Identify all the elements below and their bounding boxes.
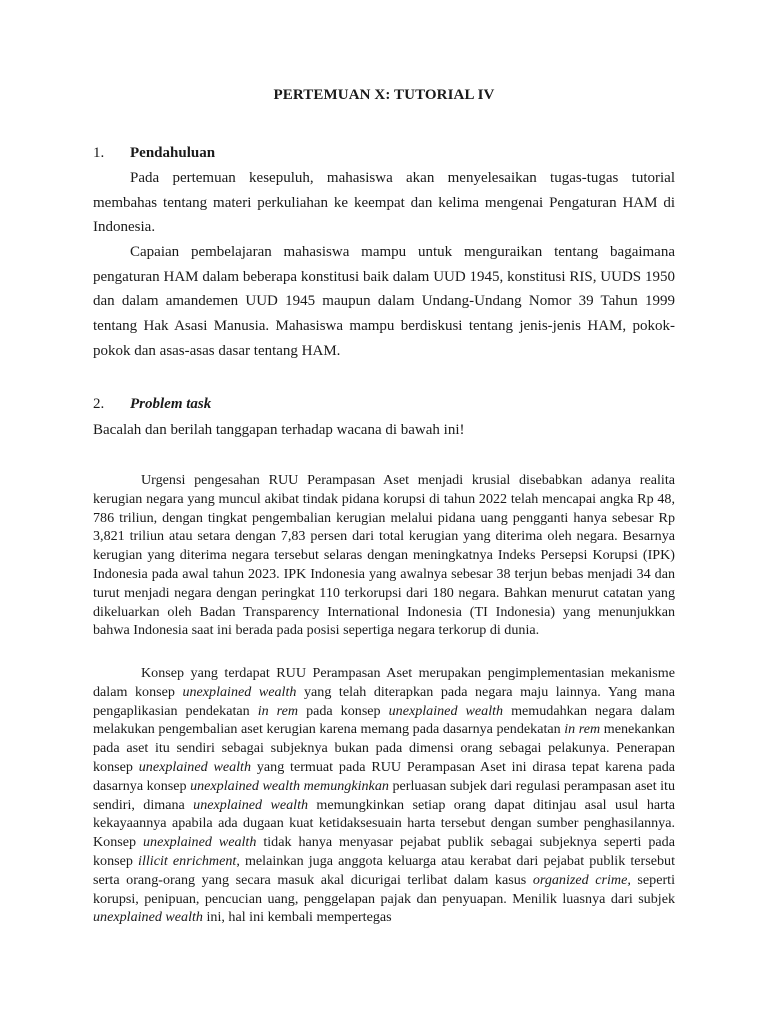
passage-paragraph-2: Konsep yang terdapat RUU Perampasan Aset merupakan pengimplementasian mekanisme dalam konsep unexplained wealth yang telah diterapkan pada negara maju lainnya. Yang mana pengaplikasian pendekatan in rem pada konsep unexplained wealth memudahkan negara dalam melakukan pengembalian aset kerugian karena memang pada dasarnya pendekatan in rem menekankan pada aset itu sendiri sebagai subjeknya bukan pada dimensi orang sebagai pelakunya. Penerapan konsep unexplained wealth yang termuat pada RUU Perampasan Aset ini dirasa tepat karena pada dasarnya konsep unexplained wealth memungkinkan perluasan subjek dari regulasi perampasan aset itu sendiri, dimana unexplained wealth memungkinkan setiap orang dapat ditinjau asal usul harta kekayaannya apabila ada dugaan kuat ketidaksesuain harta tersebut dengan sumber penghasilannya. Konsep unexplained wealth tidak hanya menyasar pejabat publik sebagai subjeknya seperti pada konsep illicit enrichment, melainkan juga anggota keluarga atau kerabat dari pejabat publik tersebut serta orang-orang yang secara masuk akal dicurigai terlibat dalam kasus organized crime, seperti korupsi, penipuan, pencucian uang, penggelapan pajak dan penyuapan. Menilik luasnya dari subjek unexplained wealth ini, hal ini kembali mempertegas (93, 665, 676, 926)
section-1-title: Pendahuluan (130, 145, 216, 161)
italic-term: illicit enrichment (138, 852, 237, 869)
italic-term: unexplained wealth (388, 702, 504, 719)
italic-term: unexplained wealth (138, 758, 252, 775)
section-1-heading (93, 143, 215, 163)
section-2-title: Problem task (130, 396, 212, 412)
section-2-number: 2. (93, 396, 105, 412)
section-1-number: 1. (93, 145, 105, 161)
italic-term: unexplained wealth (93, 909, 203, 926)
section-1-paragraph-1: Pada pertemuan kesepuluh, mahasiswa akan menyelesaikan tugas-tugas tutorial membahas tentang materi perkuliahan ke keempat dan kelima mengenai Pengaturan HAM di Indonesia. (93, 170, 675, 236)
italic-term: unexplained wealth (182, 683, 297, 700)
document-title: PERTEMUAN X: TUTORIAL IV (273, 87, 495, 103)
passage-paragraph-1: Urgensi pengesahan RUU Perampasan Aset menjadi krusial disebabkan adanya realita kerugian negara yang muncul akibat tindak pidana korupsi di tahun 2022 telah mencapai angka Rp 48, 786 triliun, dengan tingkat pengembalian kerugian melalui pidana uang pengganti hanya sebesar Rp 3,821 triliun atau setara dengan 7,83 persen dari total kerugian yang diterima oleh negara. Besarnya kerugian yang diterima negara tersebut selaras dengan meningkatnya Indeks Persepsi Korupsi (IPK) Indonesia pada awal tahun 2023. IPK Indonesia yang awalnya sebesar 38 terjun bebas menjadi 34 dan turut menjadi negara dengan peringkat 110 terkorupsi dari 180 negara. Bahkan menurut catatan yang dikeluarkan oleh Badan Transparency International Indonesia (TI Indonesia) yang menunjukkan bahwa Indonesia saat ini berada pada posisi sepertiga negara terkorup di dunia. (93, 472, 675, 639)
italic-term: in rem (257, 702, 299, 719)
section-1-paragraph-2: Capaian pembelajaran mahasiswa mampu untuk menguraikan tentang bagaimana pengaturan HAM dalam beberapa konstitusi baik dalam UUD 1945, konstitusi RIS, UUDS 1950 dan dalam amandemen UUD 1945 maupun dalam Undang-Undang Nomor 39 Tahun 1999 tentang Hak Asasi Manusia. Mahasiswa mampu berdiskusi tentang jenis-jenis HAM, pokok-pokok dan asas-asas dasar tentang HAM. (93, 244, 675, 359)
italic-term: unexplained wealth (193, 796, 309, 813)
italic-term: unexplained wealth memungkinkan (190, 777, 389, 794)
italic-term: organized crime, (532, 871, 631, 888)
section-2-heading (93, 394, 211, 414)
italic-term: unexplained wealth (143, 834, 257, 851)
italic-term: in rem (564, 721, 601, 738)
problem-instruction: Bacalah dan berilah tanggapan terhadap wacana di bawah ini! (93, 422, 465, 438)
